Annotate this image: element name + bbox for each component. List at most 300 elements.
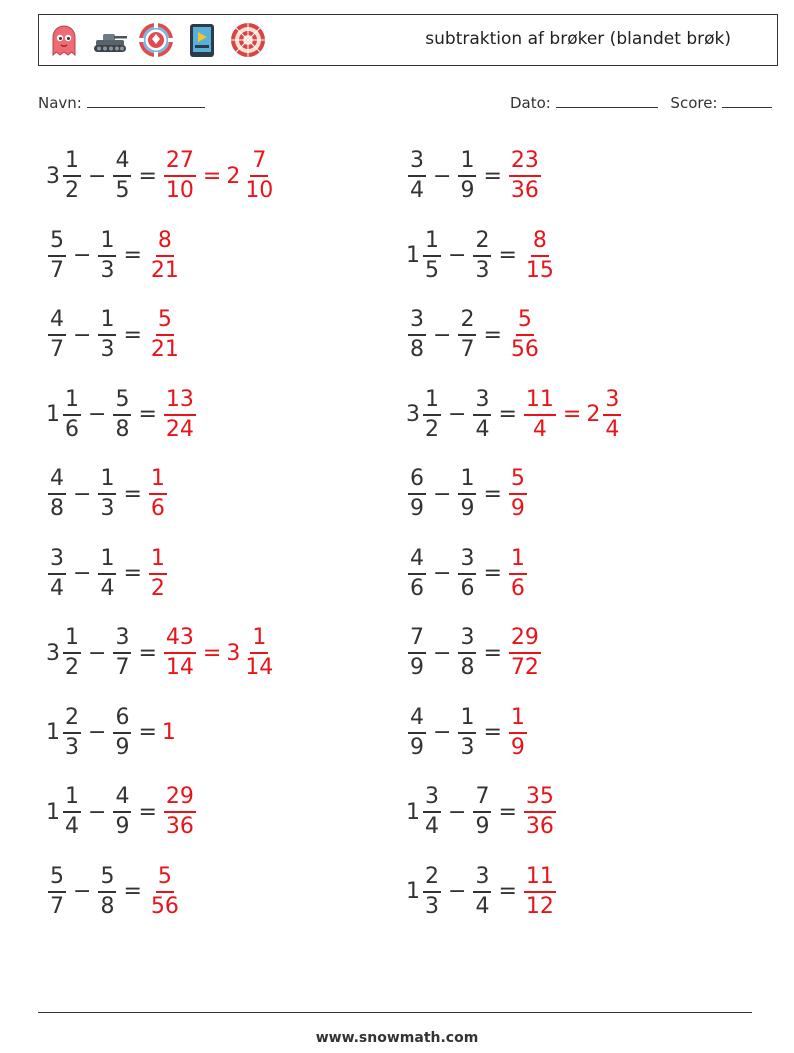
denominator: 56 bbox=[510, 337, 539, 362]
numerator: 7 bbox=[250, 150, 268, 177]
mixed-number bbox=[111, 386, 133, 442]
problem-row bbox=[46, 623, 277, 683]
fraction bbox=[149, 468, 167, 520]
fraction bbox=[164, 786, 196, 838]
denominator: 6 bbox=[150, 496, 165, 521]
mixed-number bbox=[226, 627, 277, 679]
fraction bbox=[48, 227, 66, 283]
numerator: 5 bbox=[509, 468, 527, 495]
fraction bbox=[164, 150, 196, 202]
denominator: 3 bbox=[100, 257, 115, 283]
equals-sign: = bbox=[123, 322, 142, 348]
fraction bbox=[458, 468, 476, 520]
fraction bbox=[458, 545, 476, 601]
answer bbox=[507, 150, 543, 202]
numerator: 1 bbox=[458, 707, 476, 734]
minus-sign: − bbox=[88, 720, 107, 745]
mixed-number bbox=[456, 545, 478, 601]
equals-sign: = bbox=[123, 243, 142, 268]
fraction bbox=[473, 386, 491, 442]
fraction bbox=[423, 863, 441, 919]
numerator: 3 bbox=[458, 548, 476, 575]
mixed-number bbox=[111, 150, 133, 202]
denominator: 4 bbox=[475, 416, 490, 442]
problem-row bbox=[46, 385, 198, 445]
denominator: 3 bbox=[100, 337, 115, 362]
denominator: 3 bbox=[425, 893, 439, 919]
numerator: 1 bbox=[98, 468, 116, 495]
minus-sign: − bbox=[433, 163, 452, 189]
minus-sign: − bbox=[73, 322, 92, 348]
problem-row bbox=[406, 782, 558, 842]
equals-sign: = bbox=[202, 163, 222, 189]
footer-divider bbox=[38, 1012, 752, 1013]
mixed-number bbox=[456, 704, 478, 760]
answer bbox=[522, 786, 558, 838]
answer bbox=[507, 545, 529, 601]
answer-whole: 1 bbox=[161, 720, 176, 745]
numerator: 4 bbox=[48, 309, 66, 336]
minus-sign: − bbox=[448, 402, 467, 427]
fraction bbox=[63, 386, 81, 442]
denominator: 4 bbox=[532, 416, 547, 442]
fraction bbox=[524, 863, 556, 919]
answer bbox=[162, 386, 198, 442]
minus-sign: − bbox=[88, 640, 107, 666]
fraction bbox=[243, 627, 275, 679]
tank-icon bbox=[91, 21, 129, 59]
numerator: 1 bbox=[423, 389, 441, 416]
whole-part: 1 bbox=[46, 799, 60, 825]
numerator: 1 bbox=[149, 468, 167, 495]
denominator: 8 bbox=[50, 496, 64, 521]
fraction bbox=[509, 309, 541, 361]
answer bbox=[507, 468, 529, 520]
problem-row bbox=[406, 385, 623, 445]
problem-row bbox=[46, 862, 183, 922]
ghost-icon bbox=[45, 21, 83, 59]
mixed-number bbox=[471, 863, 493, 919]
numerator: 1 bbox=[250, 627, 268, 654]
mixed-number bbox=[46, 150, 83, 202]
fraction bbox=[473, 863, 491, 919]
minus-sign: − bbox=[448, 879, 467, 904]
mixed-number bbox=[46, 227, 68, 283]
denominator: 10 bbox=[245, 178, 274, 203]
numerator: 3 bbox=[408, 150, 426, 177]
answer bbox=[147, 309, 183, 361]
fraction bbox=[473, 786, 491, 838]
denominator: 24 bbox=[165, 416, 194, 442]
numerator: 11 bbox=[524, 866, 556, 893]
equals-sign: = bbox=[483, 640, 502, 666]
minus-sign: − bbox=[88, 799, 107, 825]
numerator: 1 bbox=[63, 627, 81, 654]
fraction bbox=[458, 309, 476, 361]
denominator: 7 bbox=[50, 893, 64, 919]
denominator: 4 bbox=[475, 893, 490, 919]
numerator: 3 bbox=[408, 309, 426, 336]
equals-sign: = bbox=[483, 720, 502, 745]
problem-row bbox=[406, 623, 543, 683]
denominator: 14 bbox=[165, 655, 194, 680]
answer bbox=[522, 863, 558, 919]
equals-sign: = bbox=[138, 163, 157, 189]
score-label: Score: bbox=[670, 94, 718, 112]
fraction bbox=[113, 386, 131, 442]
fraction bbox=[164, 386, 196, 442]
fraction bbox=[149, 545, 167, 601]
denominator: 8 bbox=[100, 893, 115, 919]
mixed-number bbox=[46, 386, 83, 442]
numerator: 1 bbox=[63, 786, 81, 813]
answer bbox=[147, 227, 183, 283]
fraction bbox=[113, 704, 131, 760]
mixed-number bbox=[147, 227, 183, 283]
tablet-play-icon bbox=[183, 21, 221, 59]
numerator: 35 bbox=[524, 786, 556, 813]
numerator: 1 bbox=[423, 230, 441, 257]
problem-row bbox=[406, 464, 529, 524]
mixed-number bbox=[162, 150, 198, 202]
fraction bbox=[63, 627, 81, 679]
numerator: 4 bbox=[408, 707, 426, 734]
problem-row bbox=[406, 226, 558, 286]
numerator: 1 bbox=[98, 230, 116, 257]
numerator: 6 bbox=[408, 468, 426, 495]
equals-sign: = bbox=[562, 402, 582, 427]
numerator: 4 bbox=[408, 548, 426, 575]
denominator: 5 bbox=[115, 178, 130, 203]
mixed-number bbox=[471, 786, 493, 838]
worksheet-header bbox=[38, 14, 778, 66]
name-field bbox=[38, 92, 205, 112]
header-icons bbox=[45, 21, 267, 59]
denominator: 9 bbox=[410, 734, 424, 760]
denominator: 4 bbox=[100, 575, 115, 601]
answer bbox=[162, 627, 277, 679]
fraction bbox=[63, 704, 81, 760]
denominator: 6 bbox=[65, 416, 79, 442]
fraction bbox=[458, 627, 476, 679]
answer bbox=[507, 309, 543, 361]
fraction bbox=[458, 150, 476, 202]
fraction bbox=[509, 627, 541, 679]
denominator: 4 bbox=[425, 814, 439, 839]
minus-sign: − bbox=[433, 720, 452, 745]
problem-row bbox=[406, 146, 543, 206]
mixed-number bbox=[406, 863, 443, 919]
denominator: 3 bbox=[460, 734, 475, 760]
denominator: 9 bbox=[460, 178, 475, 203]
fraction bbox=[243, 150, 275, 202]
numerator: 23 bbox=[509, 150, 541, 177]
denominator: 4 bbox=[410, 178, 424, 203]
mixed-number bbox=[507, 627, 543, 679]
mixed-number bbox=[406, 468, 428, 520]
equals-sign: = bbox=[483, 163, 502, 189]
mixed-number bbox=[46, 309, 68, 361]
numerator: 5 bbox=[156, 309, 174, 336]
fraction bbox=[408, 309, 426, 361]
whole-part: 1 bbox=[46, 402, 60, 427]
mixed-number bbox=[46, 786, 83, 838]
mixed-number bbox=[46, 545, 68, 601]
whole-part: 2 bbox=[586, 402, 601, 427]
fraction bbox=[98, 545, 116, 601]
denominator: 4 bbox=[605, 416, 620, 442]
problem-row bbox=[46, 464, 169, 524]
mixed-number bbox=[111, 704, 133, 760]
fraction bbox=[63, 150, 81, 202]
fraction bbox=[509, 468, 527, 520]
mixed-number bbox=[147, 468, 169, 520]
fraction bbox=[509, 704, 527, 760]
denominator: 3 bbox=[100, 496, 115, 521]
minus-sign: − bbox=[73, 243, 92, 268]
answer bbox=[162, 150, 277, 202]
denominator: 56 bbox=[150, 893, 179, 919]
mixed-number bbox=[96, 545, 118, 601]
denominator: 9 bbox=[460, 496, 475, 521]
numerator: 43 bbox=[164, 627, 196, 654]
problem-row bbox=[46, 782, 198, 842]
score-line bbox=[722, 92, 772, 108]
equals-sign: = bbox=[138, 720, 157, 745]
fraction bbox=[524, 386, 556, 442]
minus-sign: − bbox=[448, 243, 467, 268]
numerator: 5 bbox=[48, 230, 66, 257]
numerator: 27 bbox=[164, 150, 196, 177]
denominator: 6 bbox=[410, 575, 424, 601]
denominator: 7 bbox=[50, 337, 64, 362]
denominator: 2 bbox=[150, 575, 165, 601]
answer bbox=[507, 627, 543, 679]
fraction bbox=[113, 786, 131, 838]
poker-chip-icon bbox=[137, 21, 175, 59]
numerator: 5 bbox=[48, 866, 66, 893]
denominator: 2 bbox=[65, 655, 79, 680]
denominator: 6 bbox=[510, 575, 525, 601]
equals-sign: = bbox=[498, 879, 517, 904]
mixed-number bbox=[507, 309, 543, 361]
denominator: 8 bbox=[115, 416, 130, 442]
fraction bbox=[164, 627, 196, 679]
mixed-number bbox=[522, 386, 558, 442]
numerator: 5 bbox=[113, 389, 131, 416]
denominator: 4 bbox=[65, 814, 79, 839]
denominator: 9 bbox=[410, 496, 424, 521]
numerator: 3 bbox=[48, 548, 66, 575]
numerator: 1 bbox=[63, 389, 81, 416]
numerator: 2 bbox=[63, 707, 81, 734]
problem-row bbox=[46, 226, 183, 286]
mixed-number bbox=[147, 863, 183, 919]
denominator: 15 bbox=[525, 257, 554, 283]
mixed-number bbox=[406, 786, 443, 838]
problem-row bbox=[46, 305, 183, 365]
minus-sign: − bbox=[73, 481, 92, 507]
mixed-number bbox=[96, 227, 118, 283]
answer bbox=[147, 468, 169, 520]
whole-part: 3 bbox=[46, 640, 60, 666]
denominator: 9 bbox=[510, 734, 525, 760]
minus-sign: − bbox=[433, 322, 452, 348]
mixed-number bbox=[522, 786, 558, 838]
fraction bbox=[48, 309, 66, 361]
fraction bbox=[423, 386, 441, 442]
answer bbox=[147, 545, 169, 601]
fraction bbox=[48, 545, 66, 601]
name-label: Navn: bbox=[38, 94, 82, 112]
answer bbox=[522, 386, 623, 442]
numerator: 1 bbox=[458, 468, 476, 495]
numerator: 3 bbox=[473, 866, 491, 893]
mixed-number bbox=[522, 227, 558, 283]
fraction bbox=[63, 786, 81, 838]
mixed-number bbox=[162, 786, 198, 838]
minus-sign: − bbox=[433, 561, 452, 586]
problem-row bbox=[406, 862, 558, 922]
fraction bbox=[473, 227, 491, 283]
numerator: 3 bbox=[473, 389, 491, 416]
denominator: 8 bbox=[410, 337, 424, 362]
equals-sign: = bbox=[123, 561, 142, 586]
mixed-number bbox=[46, 863, 68, 919]
mixed-number bbox=[46, 704, 83, 760]
mixed-number bbox=[147, 545, 169, 601]
numerator: 3 bbox=[458, 627, 476, 654]
numerator: 1 bbox=[509, 707, 527, 734]
mixed-number bbox=[406, 309, 428, 361]
fraction bbox=[524, 227, 556, 283]
footer-url: www.snowmath.com bbox=[315, 1030, 479, 1046]
denominator: 10 bbox=[165, 178, 194, 203]
numerator: 1 bbox=[63, 150, 81, 177]
denominator: 9 bbox=[475, 814, 490, 839]
denominator: 9 bbox=[115, 734, 130, 760]
equals-sign: = bbox=[123, 481, 142, 507]
fraction bbox=[423, 786, 441, 838]
fraction bbox=[98, 309, 116, 361]
mixed-number bbox=[96, 863, 118, 919]
numerator: 3 bbox=[113, 627, 131, 654]
equals-sign: = bbox=[498, 402, 517, 427]
problem-row bbox=[406, 703, 529, 763]
minus-sign: − bbox=[433, 640, 452, 666]
whole-part: 3 bbox=[406, 402, 420, 427]
fraction bbox=[524, 786, 556, 838]
denominator: 9 bbox=[115, 814, 130, 839]
denominator: 5 bbox=[425, 257, 439, 283]
mixed-number bbox=[162, 627, 198, 679]
date-line bbox=[556, 92, 658, 108]
fraction bbox=[48, 468, 66, 520]
numerator: 3 bbox=[603, 389, 621, 416]
equals-sign: = bbox=[138, 640, 157, 666]
denominator: 21 bbox=[150, 337, 179, 362]
mixed-number bbox=[507, 545, 529, 601]
mixed-number bbox=[456, 627, 478, 679]
fraction bbox=[149, 309, 181, 361]
denominator: 36 bbox=[510, 178, 539, 203]
mixed-number bbox=[406, 386, 443, 442]
answer bbox=[162, 786, 198, 838]
fraction bbox=[98, 227, 116, 283]
dartboard-icon bbox=[229, 21, 267, 59]
numerator: 5 bbox=[156, 866, 174, 893]
equals-sign: = bbox=[138, 799, 157, 825]
fraction bbox=[113, 627, 131, 679]
numerator: 4 bbox=[113, 150, 131, 177]
mixed-number bbox=[406, 227, 443, 283]
fraction bbox=[423, 227, 441, 283]
problem-row bbox=[46, 703, 176, 763]
denominator: 9 bbox=[410, 655, 424, 680]
mixed-number bbox=[96, 468, 118, 520]
numerator: 29 bbox=[509, 627, 541, 654]
denominator: 72 bbox=[510, 655, 539, 680]
numerator: 4 bbox=[48, 468, 66, 495]
mixed-number bbox=[96, 309, 118, 361]
numerator: 5 bbox=[516, 309, 534, 336]
minus-sign: − bbox=[73, 879, 92, 904]
numerator: 29 bbox=[164, 786, 196, 813]
minus-sign: − bbox=[88, 402, 107, 427]
numerator: 1 bbox=[509, 548, 527, 575]
fraction bbox=[458, 704, 476, 760]
denominator: 14 bbox=[245, 655, 274, 680]
mixed-number bbox=[456, 468, 478, 520]
fraction bbox=[48, 863, 66, 919]
numerator: 1 bbox=[98, 548, 116, 575]
denominator: 7 bbox=[115, 655, 130, 680]
whole-part: 1 bbox=[46, 720, 60, 745]
numerator: 6 bbox=[113, 707, 131, 734]
minus-sign: − bbox=[73, 561, 92, 586]
denominator: 2 bbox=[65, 178, 79, 203]
fraction bbox=[408, 627, 426, 679]
mixed-number bbox=[226, 150, 277, 202]
numerator: 1 bbox=[458, 150, 476, 177]
answer bbox=[507, 704, 529, 760]
numerator: 7 bbox=[473, 786, 491, 813]
numerator: 4 bbox=[113, 786, 131, 813]
denominator: 8 bbox=[460, 655, 475, 680]
numerator: 1 bbox=[98, 309, 116, 336]
fraction bbox=[408, 545, 426, 601]
name-line bbox=[87, 92, 205, 108]
mixed-number bbox=[507, 468, 529, 520]
mixed-number bbox=[406, 150, 428, 202]
mixed-number bbox=[111, 786, 133, 838]
mixed-number bbox=[522, 863, 558, 919]
equals-sign: = bbox=[483, 322, 502, 348]
denominator: 7 bbox=[460, 337, 475, 362]
mixed-number bbox=[586, 386, 623, 442]
equals-sign: = bbox=[498, 243, 517, 268]
whole-part: 1 bbox=[406, 879, 420, 904]
whole-part: 1 bbox=[406, 243, 420, 268]
mixed-number bbox=[46, 468, 68, 520]
equals-sign: = bbox=[498, 799, 517, 825]
mixed-number bbox=[46, 627, 83, 679]
denominator: 6 bbox=[460, 575, 475, 601]
fraction bbox=[149, 227, 181, 283]
whole-part: 1 bbox=[406, 799, 420, 825]
equals-sign: = bbox=[483, 561, 502, 586]
numerator: 3 bbox=[423, 786, 441, 813]
